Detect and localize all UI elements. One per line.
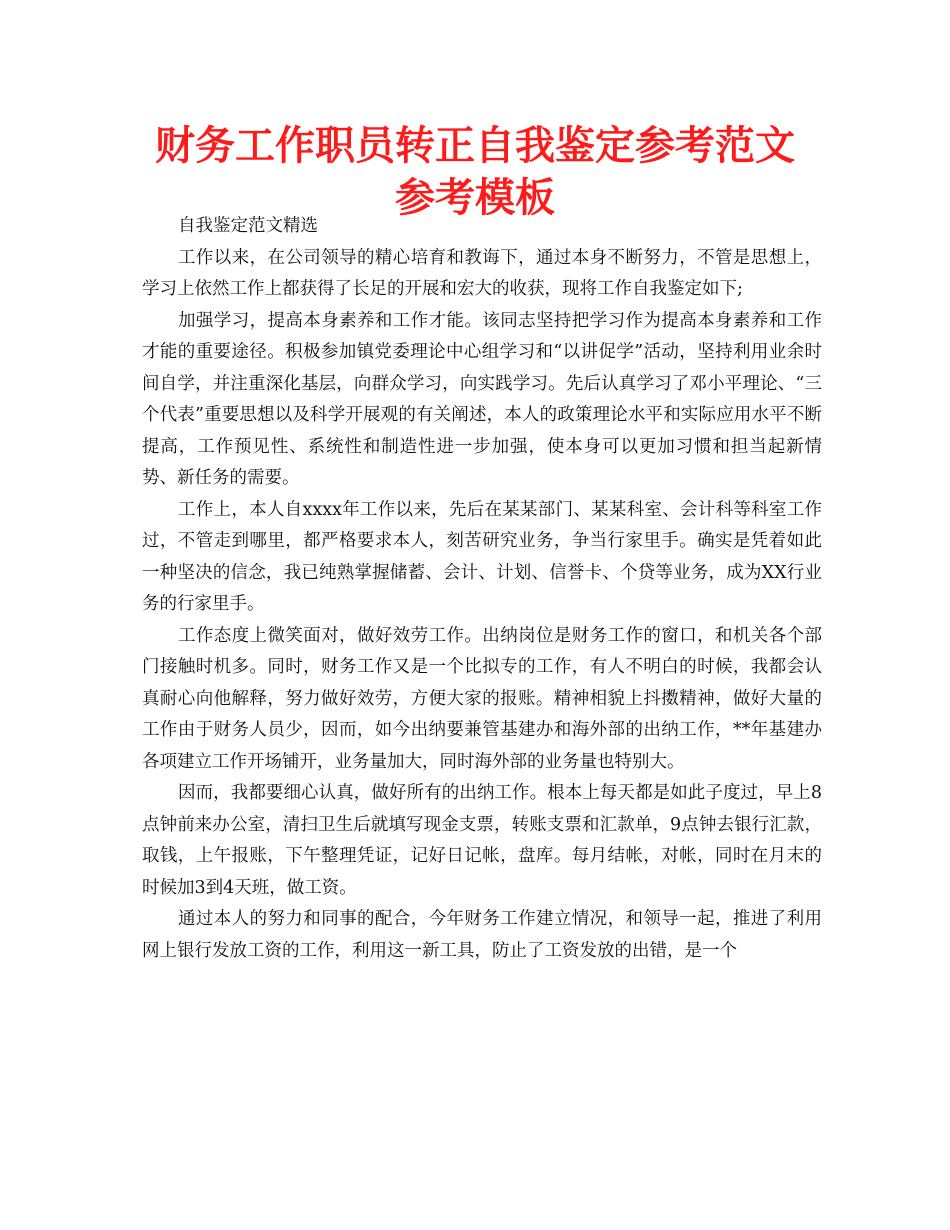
document-body bbox=[142, 211, 822, 967]
document-title: 财务工作职员转正自我鉴定参考范文参考模板 bbox=[155, 123, 795, 221]
paragraph-work: 工作上，本人自xxxx年工作以来，先后在某某部门、某某科室、会计科等科室工作过，不管走到哪里，都严格要求本人，刻苦研究业务，争当行家里手。确实是凭着如此一种坚决的信念，我已纯熟掌握储蓄、会计、计划、信誉卡、个贷等业务，成为XX行业务的行家里手。 bbox=[142, 499, 822, 614]
paragraph-achievement: 通过本人的努力和同事的配合，今年财务工作建立情况，和领导一起，推进了利用网上银行发放工资的工作，利用这一新工具，防止了工资发放的出错，是一个 bbox=[142, 909, 822, 961]
paragraph-intro: 工作以来，在公司领导的精心培育和教诲下，通过本身不断努力，不管是思想上，学习上依然工作上都获得了长足的开展和宏大的收获，现将工作自我鉴定如下; bbox=[142, 247, 822, 299]
paragraph-subtitle: 自我鉴定范文精选 bbox=[178, 216, 318, 236]
paragraph-study: 加强学习，提高本身素养和工作才能。该同志坚持把学习作为提高本身素养和工作才能的重要途径。积极参加镇党委理论中心组学习和“以讲促学”活动，坚持利用业余时间自学，并注重深化基层，向群众学习，向实践学习。先后认真学习了邓小平理论、“三个代表”重要思想以及科学开展观的有关阐述，本人的政策理论水平和实际应用水平不断提高，工作预见性、系统性和制造性进一步加强，使本身可以更加习惯和担当起新情势、新任务的需要。 bbox=[142, 310, 822, 488]
paragraph-daily: 因而，我都要细心认真，做好所有的出纳工作。根本上每天都是如此子度过，早上8点钟前来办公室，清扫卫生后就填写现金支票，转账支票和汇款单，9点钟去银行汇款，取钱，上午报账，下午整理凭证，记好日记帐，盘库。每月结帐，对帐，同时在月末的时候加3到4天班，做工资。 bbox=[142, 783, 822, 898]
paragraph-attitude: 工作态度上微笑面对，做好效劳工作。出纳岗位是财务工作的窗口，和机关各个部门接触时机多。同时，财务工作又是一个比拟专的工作，有人不明白的时候，我都会认真耐心向他解释，努力做好效劳，方便大家的报账。精神相貌上抖擞精神，做好大量的工作由于财务人员少，因而，如今出纳要兼管基建办和海外部的出纳工作，**年基建办各项建立工作开场铺开，业务量加大，同时海外部的业务量也特别大。 bbox=[142, 625, 822, 772]
